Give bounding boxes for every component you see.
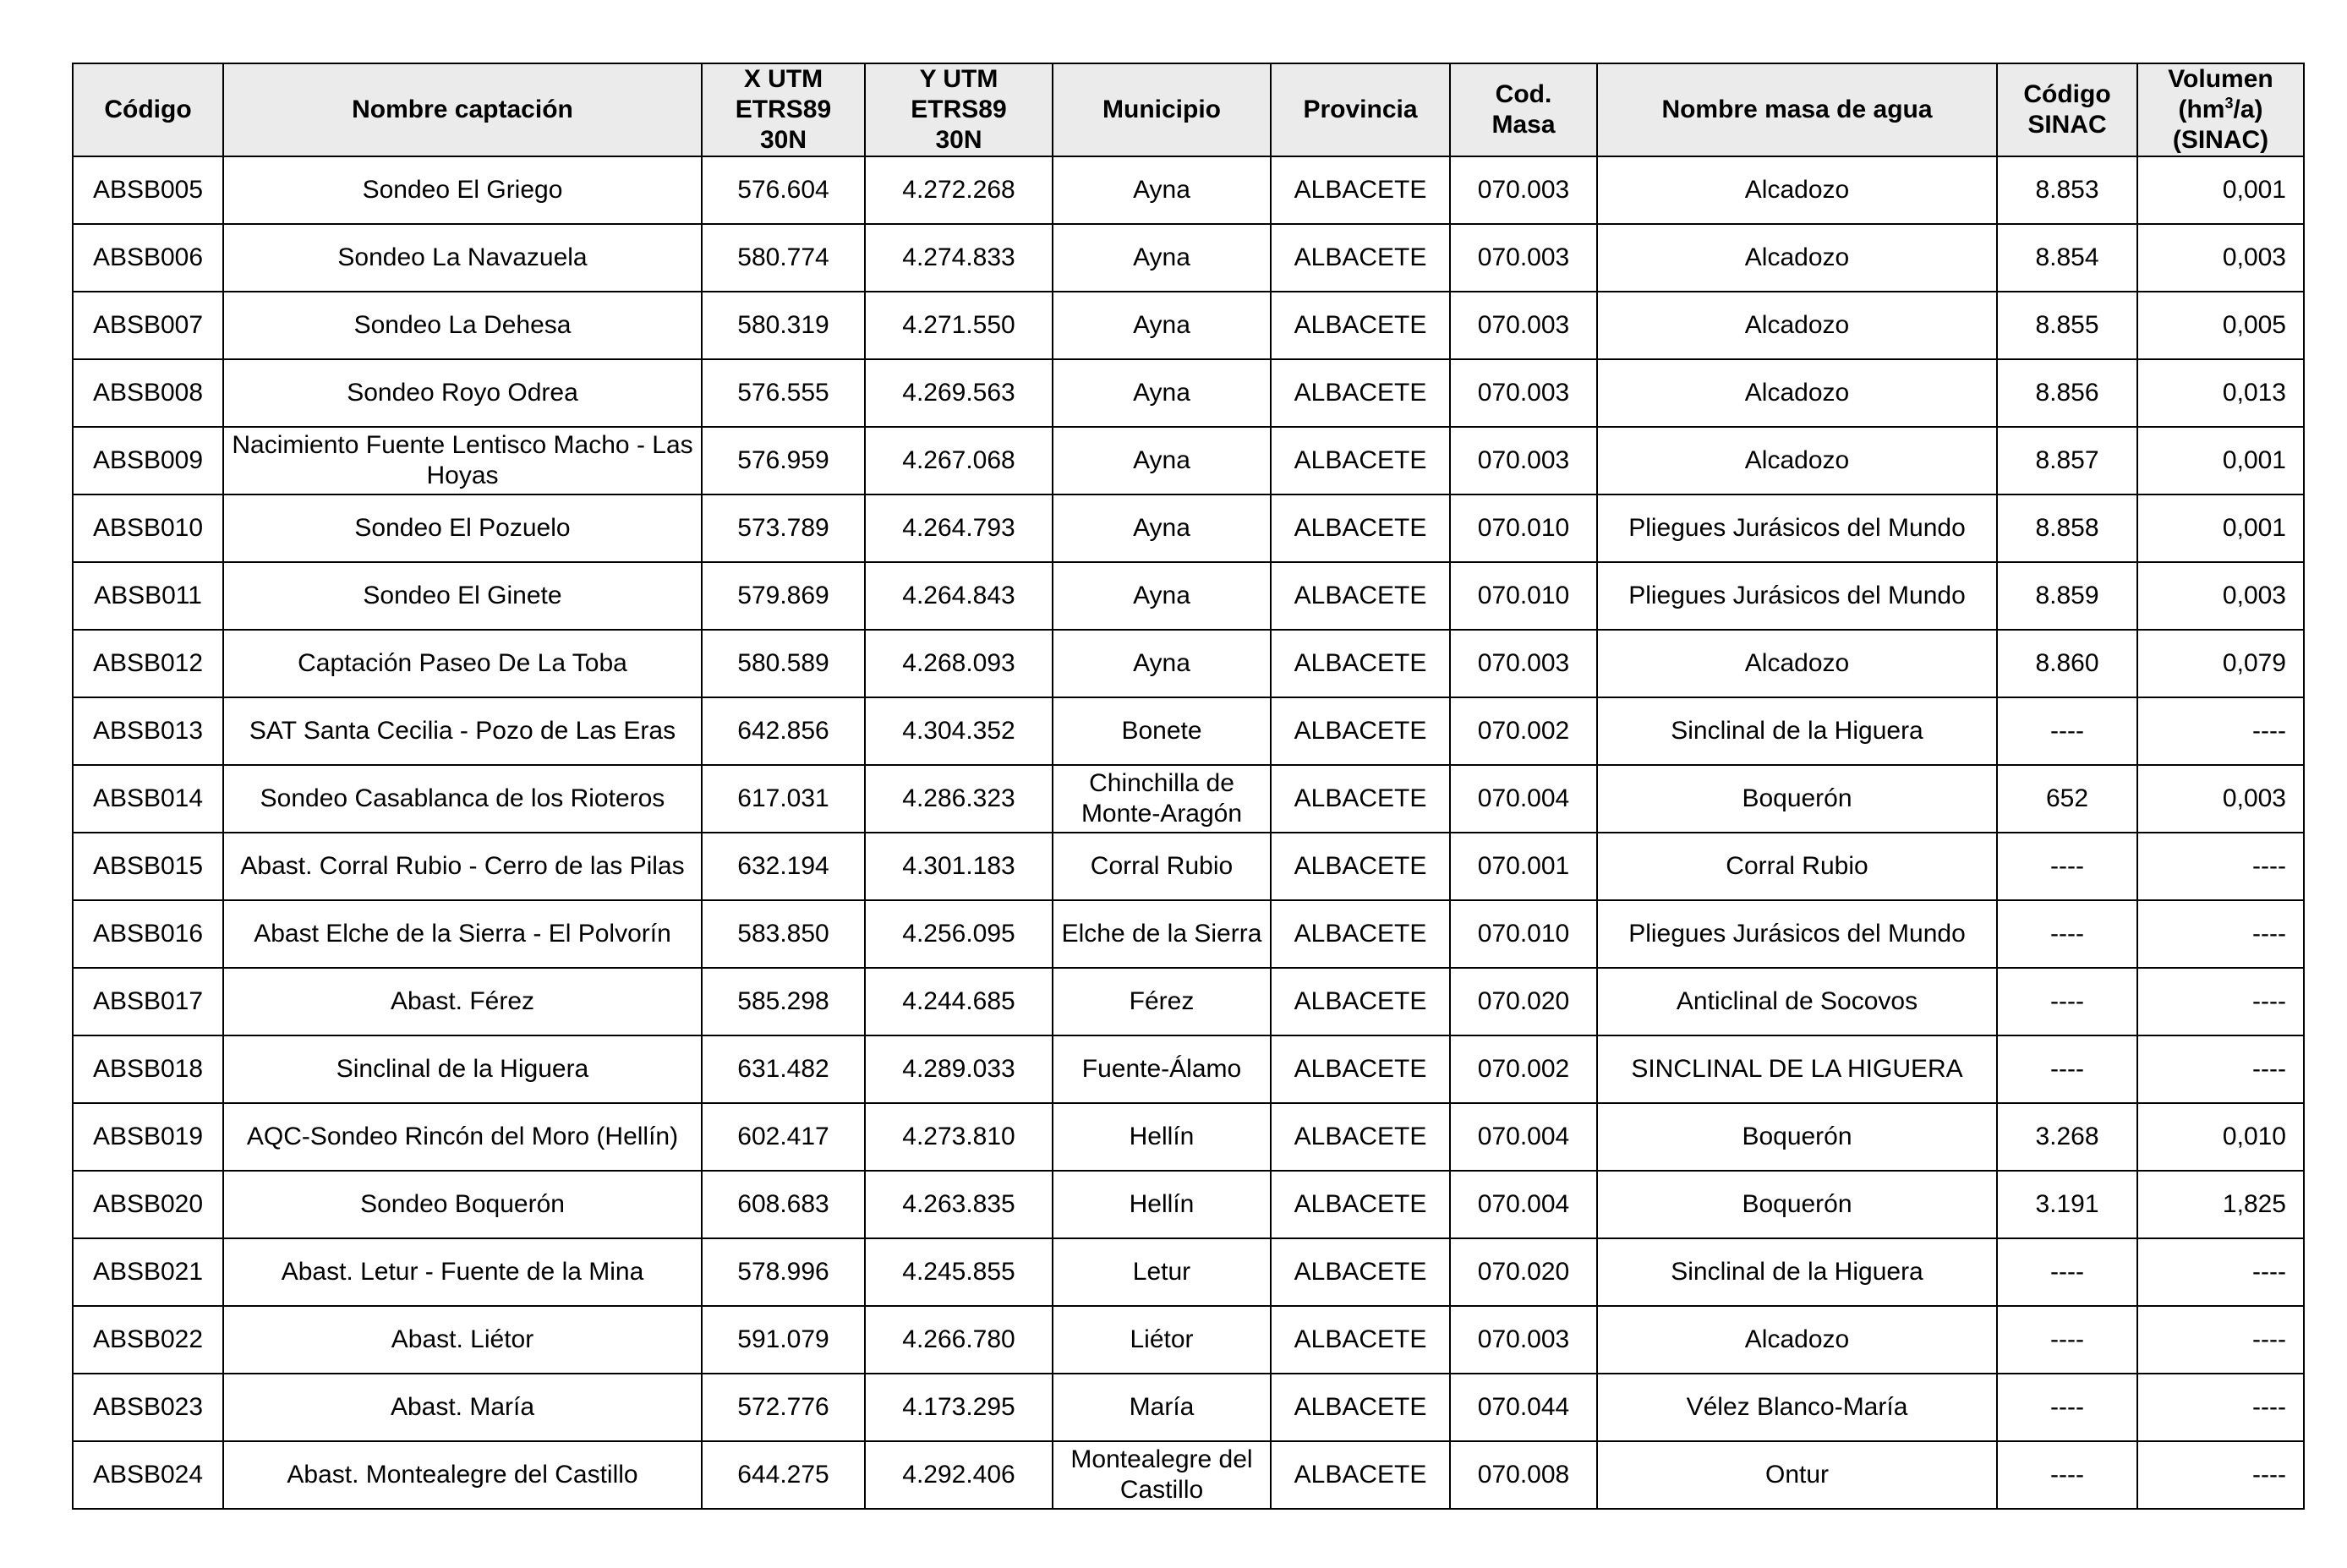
cell-provincia: ALBACETE bbox=[1271, 427, 1450, 494]
cell-volumen: 0,005 bbox=[2137, 292, 2304, 359]
cell-provincia: ALBACETE bbox=[1271, 1441, 1450, 1509]
cell-codigo-sinac: 8.860 bbox=[1997, 630, 2137, 697]
cell-cod-masa: 070.003 bbox=[1450, 427, 1597, 494]
header-volumen-unit-sup: 3 bbox=[2224, 95, 2234, 112]
cell-codigo: ABSB016 bbox=[73, 900, 223, 968]
cell-nombre-masa: Boquerón bbox=[1597, 1171, 1997, 1238]
cell-codigo-sinac: ---- bbox=[1997, 697, 2137, 765]
cell-provincia: ALBACETE bbox=[1271, 359, 1450, 427]
cell-municipio: Hellín bbox=[1053, 1171, 1271, 1238]
cell-municipio: Ayna bbox=[1053, 630, 1271, 697]
cell-nombre-masa: Alcadozo bbox=[1597, 1306, 1997, 1374]
cell-nombre-captacion: Sinclinal de la Higuera bbox=[223, 1035, 702, 1103]
cell-municipio: Ayna bbox=[1053, 427, 1271, 494]
cell-municipio: Ayna bbox=[1053, 156, 1271, 224]
table-row bbox=[73, 968, 2304, 1035]
cell-municipio: Férez bbox=[1053, 968, 1271, 1035]
cell-y-utm: 4.264.843 bbox=[865, 562, 1053, 630]
cell-volumen: ---- bbox=[2137, 968, 2304, 1035]
header-x-utm bbox=[702, 63, 865, 156]
cell-codigo-sinac: 8.855 bbox=[1997, 292, 2137, 359]
cell-x-utm: 572.776 bbox=[702, 1374, 865, 1441]
cell-municipio: Montealegre del Castillo bbox=[1053, 1441, 1271, 1509]
table-body bbox=[73, 156, 2304, 1509]
header-x-utm-line: X UTM bbox=[743, 65, 823, 93]
cell-nombre-captacion: AQC-Sondeo Rincón del Moro (Hellín) bbox=[223, 1103, 702, 1171]
cell-volumen: 0,003 bbox=[2137, 224, 2304, 292]
table-row bbox=[73, 1103, 2304, 1171]
cell-codigo: ABSB006 bbox=[73, 224, 223, 292]
cell-volumen: 0,013 bbox=[2137, 359, 2304, 427]
cell-codigo: ABSB024 bbox=[73, 1441, 223, 1509]
cell-volumen: ---- bbox=[2137, 1238, 2304, 1306]
header-volumen-line: Volumen bbox=[2168, 65, 2273, 93]
cell-nombre-masa: Pliegues Jurásicos del Mundo bbox=[1597, 562, 1997, 630]
cell-codigo-sinac: 652 bbox=[1997, 765, 2137, 833]
cell-codigo-sinac: 8.856 bbox=[1997, 359, 2137, 427]
header-municipio: Municipio bbox=[1053, 63, 1271, 156]
cell-nombre-masa: Boquerón bbox=[1597, 765, 1997, 833]
cell-provincia: ALBACETE bbox=[1271, 1103, 1450, 1171]
cell-nombre-masa: Boquerón bbox=[1597, 1103, 1997, 1171]
table-row bbox=[73, 156, 2304, 224]
cell-nombre-captacion: Abast Elche de la Sierra - El Polvorín bbox=[223, 900, 702, 968]
cell-municipio: Ayna bbox=[1053, 224, 1271, 292]
cell-codigo: ABSB008 bbox=[73, 359, 223, 427]
cell-y-utm: 4.301.183 bbox=[865, 833, 1053, 900]
table-row bbox=[73, 562, 2304, 630]
cell-nombre-captacion: Sondeo Boquerón bbox=[223, 1171, 702, 1238]
cell-nombre-captacion: Abast. Letur - Fuente de la Mina bbox=[223, 1238, 702, 1306]
cell-codigo: ABSB022 bbox=[73, 1306, 223, 1374]
cell-x-utm: 617.031 bbox=[702, 765, 865, 833]
cell-nombre-captacion: Abast. María bbox=[223, 1374, 702, 1441]
cell-provincia: ALBACETE bbox=[1271, 765, 1450, 833]
cell-x-utm: 578.996 bbox=[702, 1238, 865, 1306]
header-provincia: Provincia bbox=[1271, 63, 1450, 156]
cell-codigo-sinac: ---- bbox=[1997, 1306, 2137, 1374]
cell-y-utm: 4.244.685 bbox=[865, 968, 1053, 1035]
cell-cod-masa: 070.003 bbox=[1450, 224, 1597, 292]
cell-provincia: ALBACETE bbox=[1271, 1238, 1450, 1306]
cell-x-utm: 631.482 bbox=[702, 1035, 865, 1103]
cell-provincia: ALBACETE bbox=[1271, 968, 1450, 1035]
cell-nombre-masa: Alcadozo bbox=[1597, 292, 1997, 359]
cell-nombre-masa: Alcadozo bbox=[1597, 630, 1997, 697]
table-row bbox=[73, 765, 2304, 833]
cell-cod-masa: 070.044 bbox=[1450, 1374, 1597, 1441]
cell-codigo-sinac: ---- bbox=[1997, 900, 2137, 968]
cell-cod-masa: 070.004 bbox=[1450, 765, 1597, 833]
cell-volumen: ---- bbox=[2137, 1306, 2304, 1374]
cell-cod-masa: 070.002 bbox=[1450, 697, 1597, 765]
header-codigo-sinac bbox=[1997, 63, 2137, 156]
cell-volumen: 0,001 bbox=[2137, 427, 2304, 494]
cell-municipio: María bbox=[1053, 1374, 1271, 1441]
cell-nombre-masa: Vélez Blanco-María bbox=[1597, 1374, 1997, 1441]
cell-nombre-captacion: Sondeo Royo Odrea bbox=[223, 359, 702, 427]
cell-municipio: Ayna bbox=[1053, 562, 1271, 630]
cell-cod-masa: 070.010 bbox=[1450, 562, 1597, 630]
cell-cod-masa: 070.003 bbox=[1450, 630, 1597, 697]
cell-municipio: Chinchilla de Monte-Aragón bbox=[1053, 765, 1271, 833]
cell-volumen: 0,003 bbox=[2137, 562, 2304, 630]
cell-codigo-sinac: ---- bbox=[1997, 1035, 2137, 1103]
header-y-utm bbox=[865, 63, 1053, 156]
cell-y-utm: 4.289.033 bbox=[865, 1035, 1053, 1103]
header-codigo-sinac-line: Código bbox=[2023, 80, 2111, 108]
cell-cod-masa: 070.020 bbox=[1450, 968, 1597, 1035]
cell-municipio: Ayna bbox=[1053, 359, 1271, 427]
cell-x-utm: 573.789 bbox=[702, 494, 865, 562]
cell-codigo: ABSB015 bbox=[73, 833, 223, 900]
table-row bbox=[73, 1374, 2304, 1441]
cell-x-utm: 576.555 bbox=[702, 359, 865, 427]
cell-nombre-captacion: Sondeo El Griego bbox=[223, 156, 702, 224]
cell-nombre-captacion: Nacimiento Fuente Lentisco Macho - Las Hoyas bbox=[223, 427, 702, 494]
cell-volumen: 0,003 bbox=[2137, 765, 2304, 833]
header-volumen-line: (SINAC) bbox=[2172, 126, 2269, 154]
cell-provincia: ALBACETE bbox=[1271, 900, 1450, 968]
cell-x-utm: 644.275 bbox=[702, 1441, 865, 1509]
cell-nombre-captacion: Abast. Corral Rubio - Cerro de las Pilas bbox=[223, 833, 702, 900]
cell-provincia: ALBACETE bbox=[1271, 1374, 1450, 1441]
cell-y-utm: 4.263.835 bbox=[865, 1171, 1053, 1238]
table-row bbox=[73, 1238, 2304, 1306]
cell-municipio: Hellín bbox=[1053, 1103, 1271, 1171]
cell-nombre-masa: Ontur bbox=[1597, 1441, 1997, 1509]
cell-codigo-sinac: 8.854 bbox=[1997, 224, 2137, 292]
cell-municipio: Letur bbox=[1053, 1238, 1271, 1306]
header-y-utm-line: Y UTM bbox=[919, 65, 998, 93]
cell-municipio: Corral Rubio bbox=[1053, 833, 1271, 900]
cell-cod-masa: 070.003 bbox=[1450, 156, 1597, 224]
cell-y-utm: 4.304.352 bbox=[865, 697, 1053, 765]
header-nombre-captacion: Nombre captación bbox=[223, 63, 702, 156]
cell-municipio: Ayna bbox=[1053, 494, 1271, 562]
cell-nombre-captacion: Abast. Montealegre del Castillo bbox=[223, 1441, 702, 1509]
cell-codigo: ABSB007 bbox=[73, 292, 223, 359]
cell-nombre-masa: Alcadozo bbox=[1597, 359, 1997, 427]
cell-codigo-sinac: ---- bbox=[1997, 833, 2137, 900]
cell-provincia: ALBACETE bbox=[1271, 697, 1450, 765]
header-cod-masa-line: Masa bbox=[1491, 111, 1556, 139]
cell-volumen: ---- bbox=[2137, 1374, 2304, 1441]
cell-codigo: ABSB020 bbox=[73, 1171, 223, 1238]
cell-volumen: ---- bbox=[2137, 1441, 2304, 1509]
cell-nombre-captacion: Sondeo La Navazuela bbox=[223, 224, 702, 292]
cell-municipio: Bonete bbox=[1053, 697, 1271, 765]
header-cod-masa-line: Cod. bbox=[1495, 80, 1552, 108]
cell-cod-masa: 070.003 bbox=[1450, 1306, 1597, 1374]
cell-municipio: Elche de la Sierra bbox=[1053, 900, 1271, 968]
header-nombre-masa: Nombre masa de agua bbox=[1597, 63, 1997, 156]
cell-codigo: ABSB017 bbox=[73, 968, 223, 1035]
cell-x-utm: 591.079 bbox=[702, 1306, 865, 1374]
cell-y-utm: 4.256.095 bbox=[865, 900, 1053, 968]
cell-nombre-captacion: Abast. Férez bbox=[223, 968, 702, 1035]
cell-codigo-sinac: 8.857 bbox=[1997, 427, 2137, 494]
cell-nombre-captacion: Sondeo El Ginete bbox=[223, 562, 702, 630]
cell-x-utm: 608.683 bbox=[702, 1171, 865, 1238]
cell-provincia: ALBACETE bbox=[1271, 292, 1450, 359]
cell-y-utm: 4.271.550 bbox=[865, 292, 1053, 359]
cell-nombre-captacion: Sondeo El Pozuelo bbox=[223, 494, 702, 562]
cell-x-utm: 583.850 bbox=[702, 900, 865, 968]
table-row bbox=[73, 697, 2304, 765]
cell-cod-masa: 070.001 bbox=[1450, 833, 1597, 900]
cell-y-utm: 4.268.093 bbox=[865, 630, 1053, 697]
cell-cod-masa: 070.004 bbox=[1450, 1171, 1597, 1238]
cell-nombre-masa: Sinclinal de la Higuera bbox=[1597, 697, 1997, 765]
cell-municipio: Ayna bbox=[1053, 292, 1271, 359]
cell-nombre-masa: Sinclinal de la Higuera bbox=[1597, 1238, 1997, 1306]
cell-provincia: ALBACETE bbox=[1271, 833, 1450, 900]
table-row bbox=[73, 833, 2304, 900]
cell-x-utm: 576.959 bbox=[702, 427, 865, 494]
cell-nombre-captacion: Abast. Liétor bbox=[223, 1306, 702, 1374]
cell-provincia: ALBACETE bbox=[1271, 1171, 1450, 1238]
cell-cod-masa: 070.020 bbox=[1450, 1238, 1597, 1306]
header-x-utm-line: ETRS89 bbox=[735, 96, 832, 123]
cell-provincia: ALBACETE bbox=[1271, 494, 1450, 562]
cell-codigo: ABSB014 bbox=[73, 765, 223, 833]
cell-volumen: ---- bbox=[2137, 697, 2304, 765]
header-codigo: Código bbox=[73, 63, 223, 156]
cell-volumen: ---- bbox=[2137, 900, 2304, 968]
cell-y-utm: 4.173.295 bbox=[865, 1374, 1053, 1441]
cell-cod-masa: 070.003 bbox=[1450, 359, 1597, 427]
cell-x-utm: 580.589 bbox=[702, 630, 865, 697]
cell-cod-masa: 070.003 bbox=[1450, 292, 1597, 359]
cell-codigo-sinac: ---- bbox=[1997, 968, 2137, 1035]
cell-codigo-sinac: 8.853 bbox=[1997, 156, 2137, 224]
header-y-utm-line: 30N bbox=[935, 126, 982, 154]
cell-volumen: ---- bbox=[2137, 833, 2304, 900]
cell-provincia: ALBACETE bbox=[1271, 562, 1450, 630]
cell-x-utm: 580.774 bbox=[702, 224, 865, 292]
cell-nombre-masa: Pliegues Jurásicos del Mundo bbox=[1597, 494, 1997, 562]
header-codigo-sinac-line: SINAC bbox=[2027, 111, 2107, 139]
table-row bbox=[73, 494, 2304, 562]
cell-codigo-sinac: 3.191 bbox=[1997, 1171, 2137, 1238]
cell-y-utm: 4.245.855 bbox=[865, 1238, 1053, 1306]
cell-codigo: ABSB011 bbox=[73, 562, 223, 630]
cell-codigo-sinac: ---- bbox=[1997, 1374, 2137, 1441]
cell-y-utm: 4.264.793 bbox=[865, 494, 1053, 562]
cell-provincia: ALBACETE bbox=[1271, 156, 1450, 224]
cell-municipio: Fuente-Álamo bbox=[1053, 1035, 1271, 1103]
cell-y-utm: 4.269.563 bbox=[865, 359, 1053, 427]
captaciones-table bbox=[72, 63, 2305, 1510]
cell-y-utm: 4.273.810 bbox=[865, 1103, 1053, 1171]
cell-nombre-masa: Anticlinal de Socovos bbox=[1597, 968, 1997, 1035]
cell-codigo: ABSB018 bbox=[73, 1035, 223, 1103]
cell-codigo: ABSB023 bbox=[73, 1374, 223, 1441]
table-row bbox=[73, 359, 2304, 427]
cell-x-utm: 602.417 bbox=[702, 1103, 865, 1171]
cell-codigo-sinac: 8.858 bbox=[1997, 494, 2137, 562]
cell-volumen: 0,079 bbox=[2137, 630, 2304, 697]
cell-codigo-sinac: ---- bbox=[1997, 1238, 2137, 1306]
cell-cod-masa: 070.002 bbox=[1450, 1035, 1597, 1103]
cell-codigo: ABSB010 bbox=[73, 494, 223, 562]
header-cod-masa bbox=[1450, 63, 1597, 156]
cell-codigo: ABSB005 bbox=[73, 156, 223, 224]
cell-nombre-captacion: Sondeo Casablanca de los Rioteros bbox=[223, 765, 702, 833]
cell-codigo: ABSB009 bbox=[73, 427, 223, 494]
table-row bbox=[73, 1035, 2304, 1103]
table-row bbox=[73, 292, 2304, 359]
cell-cod-masa: 070.008 bbox=[1450, 1441, 1597, 1509]
cell-nombre-masa: Pliegues Jurásicos del Mundo bbox=[1597, 900, 1997, 968]
table-header-row bbox=[73, 63, 2304, 156]
cell-y-utm: 4.292.406 bbox=[865, 1441, 1053, 1509]
cell-codigo: ABSB013 bbox=[73, 697, 223, 765]
header-x-utm-line: 30N bbox=[759, 126, 807, 154]
cell-x-utm: 585.298 bbox=[702, 968, 865, 1035]
cell-y-utm: 4.266.780 bbox=[865, 1306, 1053, 1374]
cell-volumen: 1,825 bbox=[2137, 1171, 2304, 1238]
table-row bbox=[73, 1171, 2304, 1238]
cell-nombre-captacion: Captación Paseo De La Toba bbox=[223, 630, 702, 697]
cell-codigo: ABSB012 bbox=[73, 630, 223, 697]
cell-municipio: Liétor bbox=[1053, 1306, 1271, 1374]
cell-x-utm: 642.856 bbox=[702, 697, 865, 765]
table-row bbox=[73, 630, 2304, 697]
cell-nombre-masa: Alcadozo bbox=[1597, 427, 1997, 494]
cell-x-utm: 579.869 bbox=[702, 562, 865, 630]
cell-y-utm: 4.274.833 bbox=[865, 224, 1053, 292]
header-volumen bbox=[2137, 63, 2304, 156]
cell-nombre-captacion: Sondeo La Dehesa bbox=[223, 292, 702, 359]
cell-provincia: ALBACETE bbox=[1271, 1035, 1450, 1103]
cell-y-utm: 4.267.068 bbox=[865, 427, 1053, 494]
table-row bbox=[73, 224, 2304, 292]
cell-nombre-masa: Alcadozo bbox=[1597, 156, 1997, 224]
cell-volumen: 0,010 bbox=[2137, 1103, 2304, 1171]
cell-codigo-sinac: 8.859 bbox=[1997, 562, 2137, 630]
table-row bbox=[73, 1441, 2304, 1509]
header-y-utm-line: ETRS89 bbox=[911, 96, 1007, 123]
cell-volumen: 0,001 bbox=[2137, 494, 2304, 562]
cell-provincia: ALBACETE bbox=[1271, 630, 1450, 697]
cell-codigo: ABSB019 bbox=[73, 1103, 223, 1171]
cell-nombre-captacion: SAT Santa Cecilia - Pozo de Las Eras bbox=[223, 697, 702, 765]
cell-y-utm: 4.286.323 bbox=[865, 765, 1053, 833]
cell-codigo-sinac: 3.268 bbox=[1997, 1103, 2137, 1171]
header-volumen-unit-pre: (hm bbox=[2178, 96, 2225, 123]
cell-provincia: ALBACETE bbox=[1271, 1306, 1450, 1374]
cell-volumen: 0,001 bbox=[2137, 156, 2304, 224]
cell-cod-masa: 070.010 bbox=[1450, 900, 1597, 968]
cell-x-utm: 632.194 bbox=[702, 833, 865, 900]
cell-nombre-masa: Alcadozo bbox=[1597, 224, 1997, 292]
cell-y-utm: 4.272.268 bbox=[865, 156, 1053, 224]
table-row bbox=[73, 427, 2304, 494]
cell-codigo: ABSB021 bbox=[73, 1238, 223, 1306]
cell-volumen: ---- bbox=[2137, 1035, 2304, 1103]
cell-cod-masa: 070.004 bbox=[1450, 1103, 1597, 1171]
table-row bbox=[73, 1306, 2304, 1374]
header-volumen-unit bbox=[2145, 95, 2296, 125]
cell-codigo-sinac: ---- bbox=[1997, 1441, 2137, 1509]
cell-x-utm: 576.604 bbox=[702, 156, 865, 224]
header-volumen-unit-post: /a) bbox=[2233, 96, 2263, 123]
cell-cod-masa: 070.010 bbox=[1450, 494, 1597, 562]
table-row bbox=[73, 900, 2304, 968]
cell-provincia: ALBACETE bbox=[1271, 224, 1450, 292]
cell-nombre-masa: SINCLINAL DE LA HIGUERA bbox=[1597, 1035, 1997, 1103]
cell-x-utm: 580.319 bbox=[702, 292, 865, 359]
cell-nombre-masa: Corral Rubio bbox=[1597, 833, 1997, 900]
